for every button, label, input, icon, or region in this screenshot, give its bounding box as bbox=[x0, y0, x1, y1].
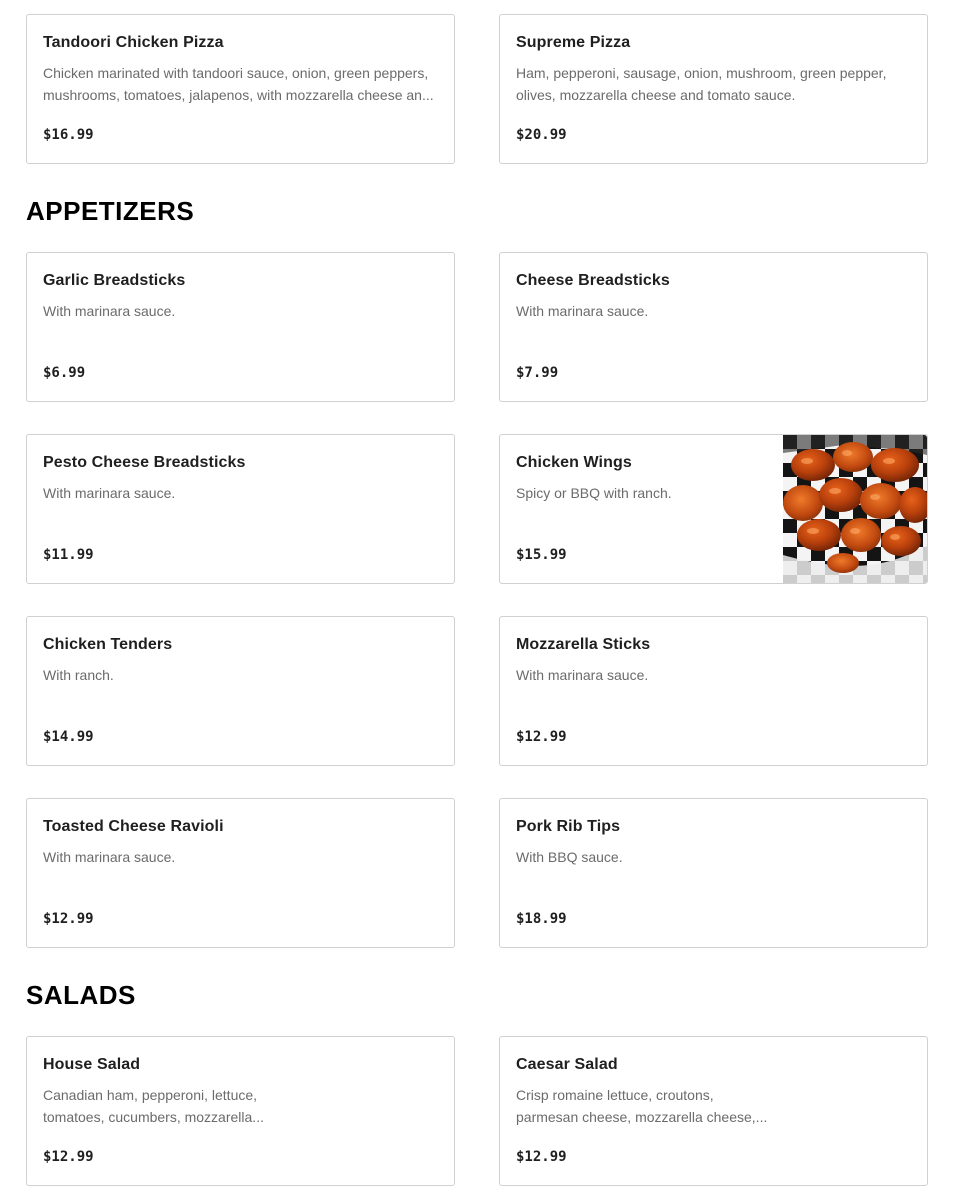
item-description: Spicy or BBQ with ranch. bbox=[516, 485, 672, 501]
menu-item-card[interactable] bbox=[26, 14, 455, 164]
item-description: Canadian ham, pepperoni, lettuce, tomatoes, cucumbers, mozzarella... bbox=[43, 1087, 264, 1125]
item-name: Pesto Cheese Breadsticks bbox=[43, 454, 246, 471]
item-description: With ranch. bbox=[43, 667, 114, 683]
item-price: $6.99 bbox=[43, 365, 86, 381]
item-price: $18.99 bbox=[516, 911, 567, 927]
menu-item-card[interactable] bbox=[499, 14, 928, 164]
item-name: Caesar Salad bbox=[516, 1056, 618, 1073]
item-name: Garlic Breadsticks bbox=[43, 272, 186, 289]
menu-item-card[interactable] bbox=[26, 434, 455, 584]
item-name: House Salad bbox=[43, 1056, 141, 1073]
item-description: With BBQ sauce. bbox=[516, 849, 623, 865]
item-description: With marinara sauce. bbox=[43, 485, 176, 501]
item-name: Supreme Pizza bbox=[516, 34, 631, 51]
item-description: Chicken marinated with tandoori sauce, onion, green peppers, mushrooms, tomatoes, jalapenos, with mozzarella cheese an... bbox=[43, 65, 434, 103]
item-price: $15.99 bbox=[516, 547, 567, 563]
item-price: $11.99 bbox=[43, 547, 94, 563]
item-price: $12.99 bbox=[43, 1149, 94, 1165]
item-price: $12.99 bbox=[516, 729, 567, 745]
section-title-salads: SALADS bbox=[26, 980, 136, 1010]
item-description: Ham, pepperoni, sausage, onion, mushroom, green pepper, olives, mozzarella cheese and tomato sauce. bbox=[516, 65, 887, 103]
item-name: Chicken Tenders bbox=[43, 636, 173, 653]
item-price: $14.99 bbox=[43, 729, 94, 745]
menu-item-card[interactable] bbox=[26, 1036, 455, 1186]
item-price: $16.99 bbox=[43, 127, 94, 143]
item-name: Tandoori Chicken Pizza bbox=[43, 34, 224, 51]
menu-item-card[interactable] bbox=[26, 616, 455, 766]
item-name: Toasted Cheese Ravioli bbox=[43, 818, 224, 835]
menu-item-card[interactable] bbox=[499, 434, 928, 584]
menu-item-card[interactable] bbox=[499, 798, 928, 948]
menu-item-card[interactable] bbox=[499, 1036, 928, 1186]
chicken-wings-image bbox=[783, 435, 927, 583]
item-name: Pork Rib Tips bbox=[516, 818, 621, 835]
item-description: With marinara sauce. bbox=[43, 303, 176, 319]
item-name: Chicken Wings bbox=[516, 454, 632, 471]
menu-item-card[interactable] bbox=[26, 252, 455, 402]
item-price: $7.99 bbox=[516, 365, 559, 381]
menu-item-card[interactable] bbox=[499, 616, 928, 766]
item-description: Crisp romaine lettuce, croutons, parmesan cheese, mozzarella cheese,... bbox=[516, 1087, 768, 1125]
item-description: With marinara sauce. bbox=[516, 667, 649, 683]
item-price: $20.99 bbox=[516, 127, 567, 143]
item-name: Mozzarella Sticks bbox=[516, 636, 651, 653]
item-price: $12.99 bbox=[43, 911, 94, 927]
menu-item-card[interactable] bbox=[499, 252, 928, 402]
item-price: $12.99 bbox=[516, 1149, 567, 1165]
item-name: Cheese Breadsticks bbox=[516, 272, 670, 289]
section-title-appetizers: APPETIZERS bbox=[26, 196, 195, 226]
item-description: With marinara sauce. bbox=[516, 303, 649, 319]
menu-item-card[interactable] bbox=[26, 798, 455, 948]
chicken-wings-photo bbox=[783, 435, 927, 583]
item-description: With marinara sauce. bbox=[43, 849, 176, 865]
